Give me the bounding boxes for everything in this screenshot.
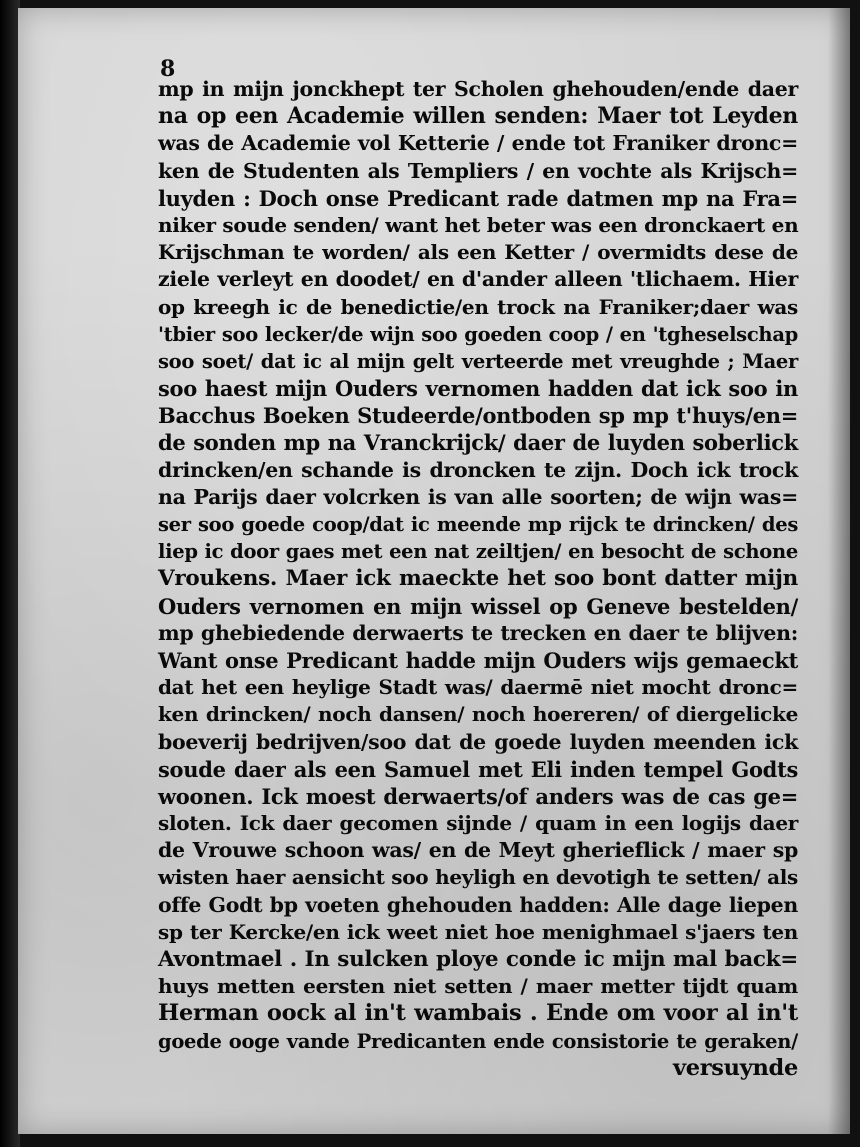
text-line: Avontmael . In sulcken ploye conde ic mijn mal back= — [158, 947, 798, 972]
text-line: woonen. Ick moest derwaerts/of anders was de cas ge= — [158, 783, 798, 809]
text-line: Ouders vernomen en mijn wissel op Geneve bestelden/ — [158, 593, 798, 619]
text-line: ser soo goede coop/dat ic meende mp rijck te drincken/ des — [158, 513, 798, 536]
text-line: Bacchus Boeken Studeerde/ontboden sp mp t'huys/en= — [158, 403, 798, 429]
text-line: ken de Studenten als Templiers / en vochte als Krijsch= — [158, 158, 798, 183]
text-line: sp ter Kercke/en ick weet niet hoe menighmael s'jaers ten — [158, 919, 798, 944]
text-line: soo soet/ dat ic al mijn gelt verteerde met vreughde ; Maer — [158, 349, 798, 373]
text-line: de sonden mp na Vranckrijck/ daer de luyden soberlick — [158, 430, 798, 456]
text-line: ken drincken/ noch dansen/ noch hoereren/ of diergelicke — [158, 702, 798, 727]
text-line: dat het een heylige Stadt was/ daermē niet mocht dronc= — [158, 675, 798, 700]
text-line: ziele verleyt en doodet/ en d'ander alleen 'tlichaem. Hier — [158, 267, 798, 292]
text-line: liep ic door gaes met een nat zeiltjen/ en besocht de schone — [158, 540, 798, 564]
text-line: niker soude senden/ want het beter was een dronckaert en — [158, 212, 799, 237]
text-line: de Vrouwe schoon was/ en de Meyt gherieflick / maer sp — [158, 838, 798, 863]
text-line: soo haest mijn Ouders vernomen hadden dat ick soo in — [158, 376, 798, 402]
text-line: mp ghebiedende derwaerts te trecken en daer te blijven: — [158, 620, 798, 645]
text-line: drincken/en schande is droncken te zijn. Doch ick trock — [158, 457, 798, 482]
text-line: na Parijs daer volcrken is van alle soorten; de wijn was= — [158, 484, 798, 509]
text-line: goede ooge vande Predicanten ende consistorie te geraken/ — [158, 1029, 798, 1053]
text-line: soude daer als een Samuel met Eli inden tempel Godts — [158, 756, 798, 782]
text-line: Vroukens. Maer ick maeckte het soo bont datter mijn — [158, 566, 798, 592]
text-line: was de Academie vol Ketterie / ende tot Franiker dronc= — [158, 131, 798, 156]
text-line: luyden : Doch onse Predicant rade datmen mp na Fra= — [158, 185, 798, 211]
text-line: Krijschman te worden/ als een Ketter / overmidts dese de — [158, 240, 798, 265]
text-line: boeverij bedrijven/soo dat de goede luyden meenden ick — [158, 729, 798, 754]
text-line: na op een Academie willen senden: Maer tot Leyden — [158, 103, 798, 130]
text-line: offe Godt bp voeten ghehouden hadden: Alle dage liepen — [158, 892, 798, 917]
text-line: Want onse Predicant hadde mijn Ouders wijs gemaeckt — [158, 647, 798, 673]
page-edge-shadow — [828, 8, 850, 1134]
text-line: 'tbier soo lecker/de wijn soo goeden coop / en 'tgheselschap — [158, 322, 798, 346]
catchword: versuynde — [672, 1054, 798, 1081]
text-line: huys metten eersten niet setten / maer metter tijdt quam — [158, 974, 798, 999]
body-text — [158, 76, 798, 1082]
text-line: mp in mijn jonckhept ter Scholen ghehouden/ende daer — [158, 77, 798, 101]
page-number: 8 — [160, 56, 176, 82]
text-line: op kreegh ic de benedictie/en trock na Franiker;daer was — [158, 294, 798, 319]
text-line: wisten haer aensicht soo heyligh en devotigh te setten/ als — [158, 865, 798, 890]
text-line: Herman oock al in't wambais . Ende om voor al in't — [158, 1000, 798, 1027]
text-line: sloten. Ick daer gecomen sijnde / quam in een logijs daer — [158, 811, 798, 836]
book-gutter-edge — [0, 0, 20, 1147]
